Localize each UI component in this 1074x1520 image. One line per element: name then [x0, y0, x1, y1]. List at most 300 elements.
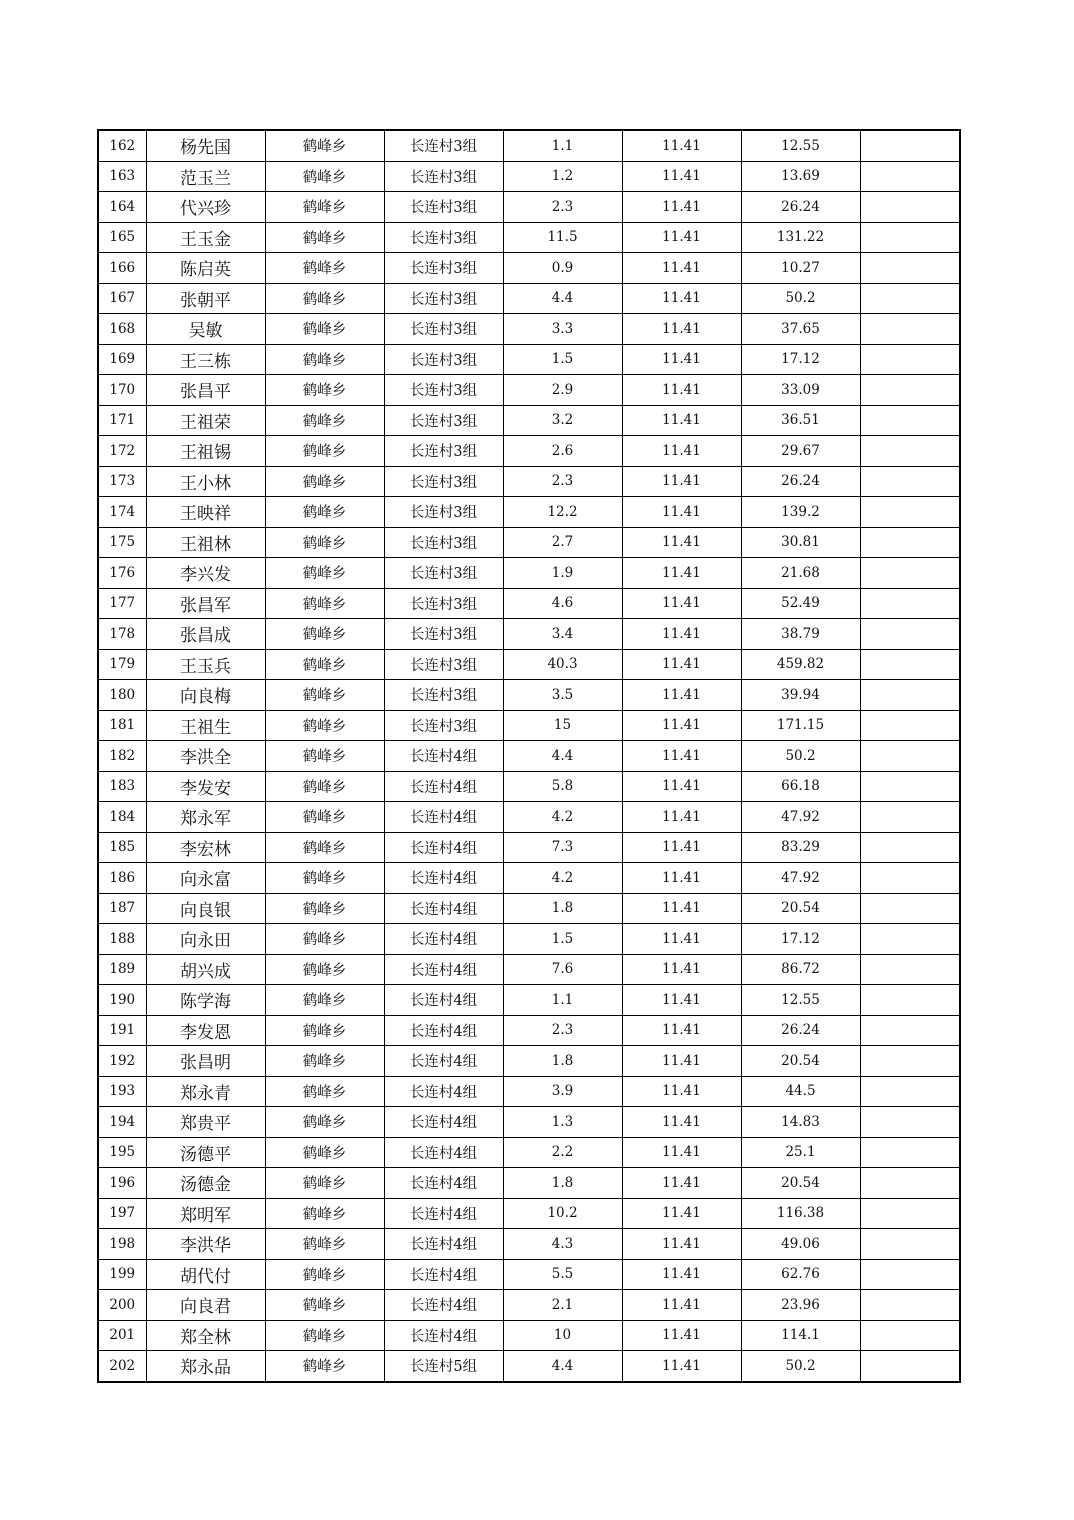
table-row — [98, 253, 960, 284]
rate-cell: 11.41 — [622, 192, 741, 223]
name-cell: 张昌明 — [146, 1046, 265, 1077]
note-cell — [860, 130, 960, 161]
table-row — [98, 1076, 960, 1107]
note-cell — [860, 283, 960, 314]
township-cell: 鹤峰乡 — [265, 405, 384, 436]
seq-cell: 164 — [98, 192, 146, 223]
area-cell: 2.7 — [503, 527, 622, 558]
table-row — [98, 802, 960, 833]
rate-cell: 11.41 — [622, 1229, 741, 1260]
seq-cell: 177 — [98, 588, 146, 619]
village-cell: 长连村4组 — [384, 954, 503, 985]
note-cell — [860, 314, 960, 345]
name-cell: 汤德平 — [146, 1137, 265, 1168]
table-body — [98, 130, 960, 1382]
village-cell: 长连村3组 — [384, 344, 503, 375]
table-row — [98, 863, 960, 894]
rate-cell: 11.41 — [622, 1076, 741, 1107]
note-cell — [860, 832, 960, 863]
rate-cell: 11.41 — [622, 863, 741, 894]
area-cell: 4.4 — [503, 283, 622, 314]
township-cell: 鹤峰乡 — [265, 985, 384, 1016]
name-cell: 王小林 — [146, 466, 265, 497]
rate-cell: 11.41 — [622, 771, 741, 802]
amount-cell: 17.12 — [741, 924, 860, 955]
village-cell: 长连村3组 — [384, 283, 503, 314]
village-cell: 长连村4组 — [384, 1076, 503, 1107]
note-cell — [860, 741, 960, 772]
area-cell: 2.3 — [503, 1015, 622, 1046]
name-cell: 王玉兵 — [146, 649, 265, 680]
township-cell: 鹤峰乡 — [265, 130, 384, 161]
name-cell: 张昌平 — [146, 375, 265, 406]
table-row — [98, 588, 960, 619]
village-cell: 长连村4组 — [384, 1107, 503, 1138]
name-cell: 郑永青 — [146, 1076, 265, 1107]
amount-cell: 12.55 — [741, 130, 860, 161]
township-cell: 鹤峰乡 — [265, 466, 384, 497]
area-cell: 5.8 — [503, 771, 622, 802]
amount-cell: 29.67 — [741, 436, 860, 467]
table-row — [98, 985, 960, 1016]
rate-cell: 11.41 — [622, 405, 741, 436]
area-cell: 1.3 — [503, 1107, 622, 1138]
name-cell: 郑永军 — [146, 802, 265, 833]
note-cell — [860, 863, 960, 894]
table-row — [98, 344, 960, 375]
township-cell: 鹤峰乡 — [265, 192, 384, 223]
note-cell — [860, 497, 960, 528]
note-cell — [860, 924, 960, 955]
amount-cell: 116.38 — [741, 1198, 860, 1229]
village-cell: 长连村4组 — [384, 985, 503, 1016]
note-cell — [860, 1168, 960, 1199]
table-row — [98, 710, 960, 741]
area-cell: 1.1 — [503, 985, 622, 1016]
amount-cell: 14.83 — [741, 1107, 860, 1138]
name-cell: 郑明军 — [146, 1198, 265, 1229]
township-cell: 鹤峰乡 — [265, 741, 384, 772]
note-cell — [860, 558, 960, 589]
name-cell: 郑贵平 — [146, 1107, 265, 1138]
table-row — [98, 375, 960, 406]
area-cell: 1.8 — [503, 1046, 622, 1077]
rate-cell: 11.41 — [622, 985, 741, 1016]
amount-cell: 44.5 — [741, 1076, 860, 1107]
note-cell — [860, 680, 960, 711]
rate-cell: 11.41 — [622, 619, 741, 650]
name-cell: 王祖荣 — [146, 405, 265, 436]
township-cell: 鹤峰乡 — [265, 527, 384, 558]
seq-cell: 189 — [98, 954, 146, 985]
rate-cell: 11.41 — [622, 1137, 741, 1168]
area-cell: 0.9 — [503, 253, 622, 284]
area-cell: 5.5 — [503, 1259, 622, 1290]
area-cell: 1.1 — [503, 130, 622, 161]
township-cell: 鹤峰乡 — [265, 588, 384, 619]
amount-cell: 114.1 — [741, 1320, 860, 1351]
name-cell: 李宏林 — [146, 832, 265, 863]
amount-cell: 17.12 — [741, 344, 860, 375]
note-cell — [860, 344, 960, 375]
note-cell — [860, 1351, 960, 1382]
seq-cell: 168 — [98, 314, 146, 345]
note-cell — [860, 893, 960, 924]
name-cell: 代兴珍 — [146, 192, 265, 223]
village-cell: 长连村3组 — [384, 497, 503, 528]
seq-cell: 178 — [98, 619, 146, 650]
amount-cell: 62.76 — [741, 1259, 860, 1290]
seq-cell: 186 — [98, 863, 146, 894]
table-row — [98, 954, 960, 985]
township-cell: 鹤峰乡 — [265, 436, 384, 467]
name-cell: 王映祥 — [146, 497, 265, 528]
township-cell: 鹤峰乡 — [265, 1198, 384, 1229]
village-cell: 长连村4组 — [384, 893, 503, 924]
table-row — [98, 924, 960, 955]
township-cell: 鹤峰乡 — [265, 253, 384, 284]
seq-cell: 184 — [98, 802, 146, 833]
village-cell: 长连村3组 — [384, 588, 503, 619]
amount-cell: 12.55 — [741, 985, 860, 1016]
seq-cell: 183 — [98, 771, 146, 802]
village-cell: 长连村4组 — [384, 924, 503, 955]
village-cell: 长连村3组 — [384, 192, 503, 223]
rate-cell: 11.41 — [622, 1259, 741, 1290]
seq-cell: 174 — [98, 497, 146, 528]
rate-cell: 11.41 — [622, 222, 741, 253]
area-cell: 2.3 — [503, 466, 622, 497]
seq-cell: 188 — [98, 924, 146, 955]
township-cell: 鹤峰乡 — [265, 558, 384, 589]
name-cell: 王玉金 — [146, 222, 265, 253]
amount-cell: 171.15 — [741, 710, 860, 741]
name-cell: 向良梅 — [146, 680, 265, 711]
name-cell: 向良银 — [146, 893, 265, 924]
name-cell: 王祖锡 — [146, 436, 265, 467]
rate-cell: 11.41 — [622, 1320, 741, 1351]
rate-cell: 11.41 — [622, 253, 741, 284]
amount-cell: 66.18 — [741, 771, 860, 802]
area-cell: 2.6 — [503, 436, 622, 467]
village-cell: 长连村4组 — [384, 1046, 503, 1077]
table-row — [98, 832, 960, 863]
township-cell: 鹤峰乡 — [265, 680, 384, 711]
seq-cell: 196 — [98, 1168, 146, 1199]
name-cell: 胡代付 — [146, 1259, 265, 1290]
area-cell: 10 — [503, 1320, 622, 1351]
rate-cell: 11.41 — [622, 1107, 741, 1138]
table-row — [98, 497, 960, 528]
village-cell: 长连村3组 — [384, 649, 503, 680]
township-cell: 鹤峰乡 — [265, 375, 384, 406]
amount-cell: 23.96 — [741, 1290, 860, 1321]
area-cell: 2.2 — [503, 1137, 622, 1168]
rate-cell: 11.41 — [622, 314, 741, 345]
name-cell: 向永富 — [146, 863, 265, 894]
table-row — [98, 283, 960, 314]
table-row — [98, 1015, 960, 1046]
table-row — [98, 314, 960, 345]
village-cell: 长连村5组 — [384, 1351, 503, 1382]
village-cell: 长连村4组 — [384, 1168, 503, 1199]
township-cell: 鹤峰乡 — [265, 222, 384, 253]
area-cell: 3.2 — [503, 405, 622, 436]
note-cell — [860, 649, 960, 680]
name-cell: 李兴发 — [146, 558, 265, 589]
amount-cell: 459.82 — [741, 649, 860, 680]
table-row — [98, 192, 960, 223]
area-cell: 1.5 — [503, 344, 622, 375]
village-cell: 长连村4组 — [384, 1198, 503, 1229]
table-row — [98, 222, 960, 253]
amount-cell: 26.24 — [741, 192, 860, 223]
area-cell: 7.3 — [503, 832, 622, 863]
name-cell: 胡兴成 — [146, 954, 265, 985]
name-cell: 李洪全 — [146, 741, 265, 772]
township-cell: 鹤峰乡 — [265, 771, 384, 802]
rate-cell: 11.41 — [622, 466, 741, 497]
amount-cell: 13.69 — [741, 161, 860, 192]
seq-cell: 191 — [98, 1015, 146, 1046]
table-row — [98, 893, 960, 924]
area-cell: 4.6 — [503, 588, 622, 619]
seq-cell: 199 — [98, 1259, 146, 1290]
township-cell: 鹤峰乡 — [265, 802, 384, 833]
rate-cell: 11.41 — [622, 1351, 741, 1382]
area-cell: 2.1 — [503, 1290, 622, 1321]
note-cell — [860, 466, 960, 497]
township-cell: 鹤峰乡 — [265, 954, 384, 985]
name-cell: 张昌成 — [146, 619, 265, 650]
amount-cell: 47.92 — [741, 802, 860, 833]
area-cell: 4.2 — [503, 802, 622, 833]
village-cell: 长连村4组 — [384, 1015, 503, 1046]
amount-cell: 139.2 — [741, 497, 860, 528]
rate-cell: 11.41 — [622, 893, 741, 924]
rate-cell: 11.41 — [622, 161, 741, 192]
amount-cell: 36.51 — [741, 405, 860, 436]
township-cell: 鹤峰乡 — [265, 344, 384, 375]
township-cell: 鹤峰乡 — [265, 863, 384, 894]
township-cell: 鹤峰乡 — [265, 710, 384, 741]
note-cell — [860, 1229, 960, 1260]
seq-cell: 197 — [98, 1198, 146, 1229]
note-cell — [860, 527, 960, 558]
amount-cell: 49.06 — [741, 1229, 860, 1260]
village-cell: 长连村3组 — [384, 466, 503, 497]
seq-cell: 187 — [98, 893, 146, 924]
seq-cell: 170 — [98, 375, 146, 406]
note-cell — [860, 771, 960, 802]
village-cell: 长连村3组 — [384, 375, 503, 406]
name-cell: 李洪华 — [146, 1229, 265, 1260]
note-cell — [860, 1137, 960, 1168]
area-cell: 1.2 — [503, 161, 622, 192]
area-cell: 4.4 — [503, 741, 622, 772]
township-cell: 鹤峰乡 — [265, 1290, 384, 1321]
name-cell: 王三栋 — [146, 344, 265, 375]
area-cell: 3.5 — [503, 680, 622, 711]
note-cell — [860, 1259, 960, 1290]
table-row — [98, 527, 960, 558]
rate-cell: 11.41 — [622, 710, 741, 741]
note-cell — [860, 985, 960, 1016]
township-cell: 鹤峰乡 — [265, 1320, 384, 1351]
area-cell: 2.3 — [503, 192, 622, 223]
village-cell: 长连村4组 — [384, 741, 503, 772]
seq-cell: 167 — [98, 283, 146, 314]
village-cell: 长连村3组 — [384, 405, 503, 436]
table-row — [98, 680, 960, 711]
rate-cell: 11.41 — [622, 344, 741, 375]
township-cell: 鹤峰乡 — [265, 161, 384, 192]
area-cell: 3.4 — [503, 619, 622, 650]
seq-cell: 180 — [98, 680, 146, 711]
village-cell: 长连村3组 — [384, 619, 503, 650]
table-row — [98, 1168, 960, 1199]
name-cell: 王祖林 — [146, 527, 265, 558]
table-row — [98, 1259, 960, 1290]
village-cell: 长连村4组 — [384, 1290, 503, 1321]
rate-cell: 11.41 — [622, 130, 741, 161]
seq-cell: 179 — [98, 649, 146, 680]
area-cell: 1.9 — [503, 558, 622, 589]
township-cell: 鹤峰乡 — [265, 1259, 384, 1290]
village-cell: 长连村3组 — [384, 161, 503, 192]
seq-cell: 182 — [98, 741, 146, 772]
name-cell: 张昌军 — [146, 588, 265, 619]
note-cell — [860, 161, 960, 192]
seq-cell: 198 — [98, 1229, 146, 1260]
rate-cell: 11.41 — [622, 924, 741, 955]
rate-cell: 11.41 — [622, 436, 741, 467]
data-table — [97, 129, 961, 1383]
seq-cell: 172 — [98, 436, 146, 467]
note-cell — [860, 375, 960, 406]
name-cell: 吴敏 — [146, 314, 265, 345]
table-row — [98, 1198, 960, 1229]
amount-cell: 26.24 — [741, 466, 860, 497]
table-row — [98, 558, 960, 589]
township-cell: 鹤峰乡 — [265, 497, 384, 528]
area-cell: 40.3 — [503, 649, 622, 680]
rate-cell: 11.41 — [622, 1046, 741, 1077]
table-row — [98, 405, 960, 436]
amount-cell: 33.09 — [741, 375, 860, 406]
name-cell: 郑永品 — [146, 1351, 265, 1382]
seq-cell: 202 — [98, 1351, 146, 1382]
township-cell: 鹤峰乡 — [265, 1015, 384, 1046]
table-row — [98, 649, 960, 680]
rate-cell: 11.41 — [622, 558, 741, 589]
village-cell: 长连村4组 — [384, 1259, 503, 1290]
rate-cell: 11.41 — [622, 649, 741, 680]
note-cell — [860, 1076, 960, 1107]
table-row — [98, 1290, 960, 1321]
seq-cell: 193 — [98, 1076, 146, 1107]
table-row — [98, 466, 960, 497]
rate-cell: 11.41 — [622, 1198, 741, 1229]
note-cell — [860, 436, 960, 467]
note-cell — [860, 954, 960, 985]
amount-cell: 47.92 — [741, 863, 860, 894]
amount-cell: 20.54 — [741, 893, 860, 924]
rate-cell: 11.41 — [622, 680, 741, 711]
seq-cell: 185 — [98, 832, 146, 863]
table-row — [98, 619, 960, 650]
seq-cell: 181 — [98, 710, 146, 741]
area-cell: 7.6 — [503, 954, 622, 985]
area-cell: 12.2 — [503, 497, 622, 528]
amount-cell: 50.2 — [741, 741, 860, 772]
rate-cell: 11.41 — [622, 283, 741, 314]
village-cell: 长连村3组 — [384, 253, 503, 284]
table-row — [98, 1107, 960, 1138]
village-cell: 长连村3组 — [384, 314, 503, 345]
seq-cell: 166 — [98, 253, 146, 284]
village-cell: 长连村4组 — [384, 863, 503, 894]
area-cell: 1.8 — [503, 893, 622, 924]
area-cell: 4.2 — [503, 863, 622, 894]
area-cell: 1.8 — [503, 1168, 622, 1199]
table-row — [98, 1320, 960, 1351]
seq-cell: 171 — [98, 405, 146, 436]
seq-cell: 169 — [98, 344, 146, 375]
village-cell: 长连村3组 — [384, 558, 503, 589]
amount-cell: 26.24 — [741, 1015, 860, 1046]
township-cell: 鹤峰乡 — [265, 1351, 384, 1382]
rate-cell: 11.41 — [622, 497, 741, 528]
amount-cell: 83.29 — [741, 832, 860, 863]
township-cell: 鹤峰乡 — [265, 314, 384, 345]
amount-cell: 10.27 — [741, 253, 860, 284]
amount-cell: 20.54 — [741, 1168, 860, 1199]
rate-cell: 11.41 — [622, 741, 741, 772]
seq-cell: 190 — [98, 985, 146, 1016]
township-cell: 鹤峰乡 — [265, 1137, 384, 1168]
village-cell: 长连村4组 — [384, 771, 503, 802]
area-cell: 1.5 — [503, 924, 622, 955]
amount-cell: 37.65 — [741, 314, 860, 345]
village-cell: 长连村3组 — [384, 222, 503, 253]
village-cell: 长连村3组 — [384, 130, 503, 161]
rate-cell: 11.41 — [622, 832, 741, 863]
seq-cell: 201 — [98, 1320, 146, 1351]
note-cell — [860, 1290, 960, 1321]
township-cell: 鹤峰乡 — [265, 924, 384, 955]
name-cell: 李发安 — [146, 771, 265, 802]
seq-cell: 165 — [98, 222, 146, 253]
area-cell: 4.3 — [503, 1229, 622, 1260]
village-cell: 长连村4组 — [384, 1229, 503, 1260]
note-cell — [860, 192, 960, 223]
rate-cell: 11.41 — [622, 1015, 741, 1046]
table-row — [98, 130, 960, 161]
township-cell: 鹤峰乡 — [265, 832, 384, 863]
name-cell: 范玉兰 — [146, 161, 265, 192]
village-cell: 长连村4组 — [384, 832, 503, 863]
note-cell — [860, 619, 960, 650]
township-cell: 鹤峰乡 — [265, 619, 384, 650]
amount-cell: 86.72 — [741, 954, 860, 985]
seq-cell: 162 — [98, 130, 146, 161]
name-cell: 杨先国 — [146, 130, 265, 161]
table-row — [98, 436, 960, 467]
amount-cell: 50.2 — [741, 283, 860, 314]
amount-cell: 20.54 — [741, 1046, 860, 1077]
seq-cell: 200 — [98, 1290, 146, 1321]
